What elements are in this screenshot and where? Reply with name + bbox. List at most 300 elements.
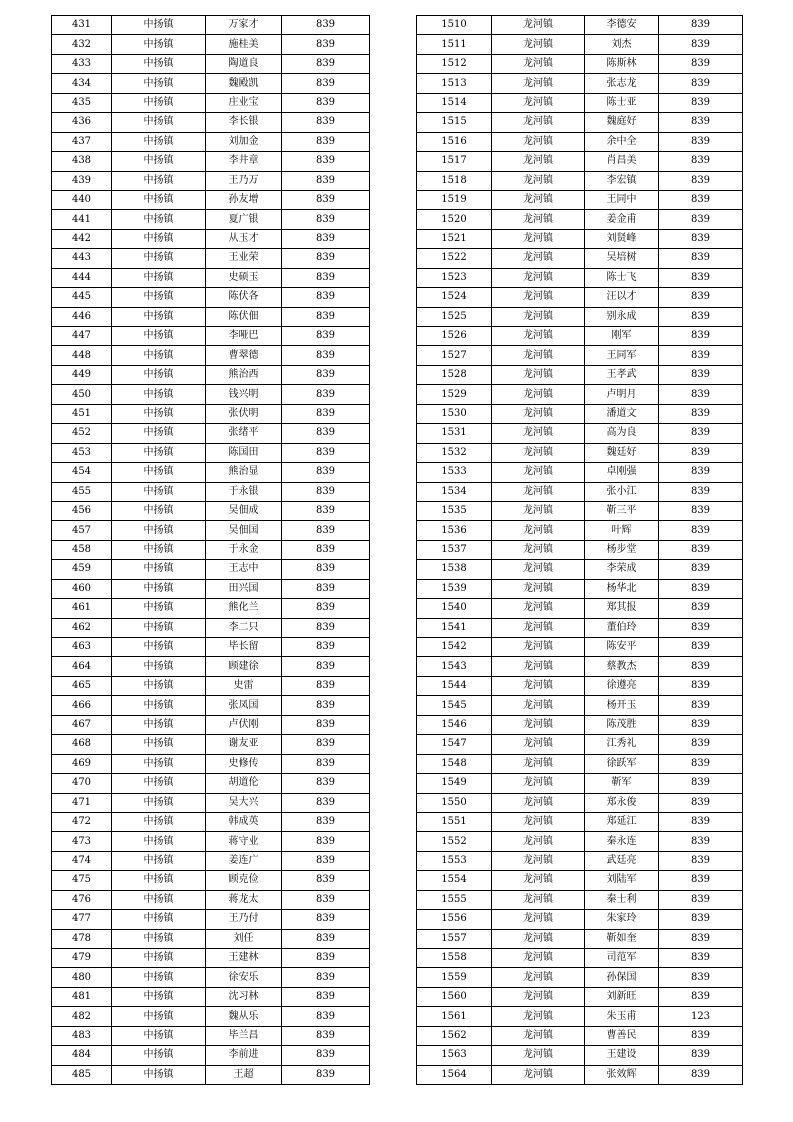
table-row	[417, 346, 743, 365]
row-number-cell: 472	[52, 812, 112, 831]
row-number-cell: 481	[52, 987, 112, 1006]
name-cell: 李井章	[206, 152, 282, 171]
table-row	[417, 949, 743, 968]
row-number-cell: 444	[52, 268, 112, 287]
table-row	[52, 327, 370, 346]
name-cell: 李二只	[206, 618, 282, 637]
amount-cell: 839	[282, 735, 370, 754]
amount-cell: 839	[282, 249, 370, 268]
amount-cell: 839	[659, 152, 743, 171]
town-cell: 龙河镇	[492, 579, 585, 598]
table-row	[52, 560, 370, 579]
amount-cell: 839	[282, 754, 370, 773]
name-cell: 魏殿凯	[206, 74, 282, 93]
amount-cell: 839	[282, 424, 370, 443]
town-cell: 中扬镇	[112, 793, 206, 812]
amount-cell: 839	[282, 696, 370, 715]
amount-cell: 839	[282, 346, 370, 365]
table-row	[417, 385, 743, 404]
amount-cell: 839	[282, 288, 370, 307]
table-row	[417, 268, 743, 287]
row-number-cell: 1557	[417, 929, 492, 948]
amount-cell: 839	[282, 812, 370, 831]
town-cell: 龙河镇	[492, 16, 585, 35]
table-row	[417, 638, 743, 657]
town-cell: 龙河镇	[492, 1026, 585, 1045]
row-number-cell: 484	[52, 1046, 112, 1065]
table-row	[52, 132, 370, 151]
row-number-cell: 464	[52, 657, 112, 676]
town-cell: 龙河镇	[492, 501, 585, 520]
name-cell: 施桂美	[206, 35, 282, 54]
table-row	[417, 190, 743, 209]
table-row	[52, 229, 370, 248]
town-cell: 龙河镇	[492, 929, 585, 948]
table-row	[417, 16, 743, 35]
table-row	[417, 871, 743, 890]
table-row	[417, 93, 743, 112]
table-row	[52, 288, 370, 307]
row-number-cell: 462	[52, 618, 112, 637]
table-row	[52, 638, 370, 657]
amount-cell: 839	[282, 618, 370, 637]
name-cell: 刘杰	[585, 35, 659, 54]
table-row	[52, 482, 370, 501]
town-cell: 中扬镇	[112, 1026, 206, 1045]
amount-cell: 839	[282, 851, 370, 870]
row-number-cell: 445	[52, 288, 112, 307]
town-cell: 中扬镇	[112, 404, 206, 423]
amount-cell: 839	[282, 890, 370, 909]
table-row	[417, 210, 743, 229]
town-cell: 中扬镇	[112, 288, 206, 307]
town-cell: 龙河镇	[492, 735, 585, 754]
amount-cell: 839	[659, 16, 743, 35]
name-cell: 孙保国	[585, 968, 659, 987]
row-number-cell: 1555	[417, 890, 492, 909]
town-cell: 中扬镇	[112, 540, 206, 559]
name-cell: 张志龙	[585, 74, 659, 93]
name-cell: 张小江	[585, 482, 659, 501]
amount-cell: 839	[282, 987, 370, 1006]
table-row	[417, 1026, 743, 1045]
table-row	[52, 599, 370, 618]
row-number-cell: 1511	[417, 35, 492, 54]
table-row	[417, 463, 743, 482]
table-row	[417, 987, 743, 1006]
amount-cell: 839	[659, 501, 743, 520]
row-number-cell: 455	[52, 482, 112, 501]
row-number-cell: 1528	[417, 365, 492, 384]
town-cell: 中扬镇	[112, 385, 206, 404]
name-cell: 陶道良	[206, 54, 282, 73]
row-number-cell: 465	[52, 676, 112, 695]
amount-cell: 839	[659, 540, 743, 559]
row-number-cell: 443	[52, 249, 112, 268]
amount-cell: 839	[659, 1065, 743, 1084]
row-number-cell: 483	[52, 1026, 112, 1045]
row-number-cell: 1560	[417, 987, 492, 1006]
table-row	[417, 404, 743, 423]
name-cell: 叶辉	[585, 521, 659, 540]
name-cell: 卢伏刚	[206, 715, 282, 734]
name-cell: 万家才	[206, 16, 282, 35]
row-number-cell: 1520	[417, 210, 492, 229]
name-cell: 蒋守业	[206, 832, 282, 851]
name-cell: 刚军	[585, 327, 659, 346]
amount-cell: 839	[282, 190, 370, 209]
table-row	[417, 288, 743, 307]
town-cell: 龙河镇	[492, 307, 585, 326]
table-row	[52, 793, 370, 812]
name-cell: 曹善民	[585, 1026, 659, 1045]
name-cell: 郑延江	[585, 812, 659, 831]
table-row	[52, 1007, 370, 1026]
name-cell: 张凤国	[206, 696, 282, 715]
table-row	[52, 249, 370, 268]
name-cell: 董伯玲	[585, 618, 659, 637]
town-cell: 中扬镇	[112, 152, 206, 171]
row-number-cell: 473	[52, 832, 112, 851]
row-number-cell: 1548	[417, 754, 492, 773]
amount-cell: 839	[659, 249, 743, 268]
town-cell: 龙河镇	[492, 1007, 585, 1026]
name-cell: 魏从乐	[206, 1007, 282, 1026]
amount-cell: 839	[659, 1046, 743, 1065]
town-cell: 中扬镇	[112, 987, 206, 1006]
amount-cell: 839	[282, 1046, 370, 1065]
town-cell: 中扬镇	[112, 35, 206, 54]
amount-cell: 839	[282, 327, 370, 346]
table-row	[417, 54, 743, 73]
town-cell: 龙河镇	[492, 365, 585, 384]
row-number-cell: 1538	[417, 560, 492, 579]
table-row	[52, 93, 370, 112]
amount-cell: 839	[659, 832, 743, 851]
amount-cell: 839	[659, 307, 743, 326]
name-cell: 余中全	[585, 132, 659, 151]
row-number-cell: 468	[52, 735, 112, 754]
table-row	[52, 385, 370, 404]
row-number-cell: 1563	[417, 1046, 492, 1065]
town-cell: 中扬镇	[112, 424, 206, 443]
table-row	[52, 190, 370, 209]
name-cell: 汪以才	[585, 288, 659, 307]
row-number-cell: 1543	[417, 657, 492, 676]
name-cell: 刘加金	[206, 132, 282, 151]
table-row	[417, 501, 743, 520]
row-number-cell: 1558	[417, 949, 492, 968]
amount-cell: 839	[659, 657, 743, 676]
table-row	[417, 35, 743, 54]
row-number-cell: 1519	[417, 190, 492, 209]
row-number-cell: 480	[52, 968, 112, 987]
table-row	[52, 579, 370, 598]
amount-cell: 839	[282, 579, 370, 598]
amount-cell: 839	[659, 288, 743, 307]
row-number-cell: 458	[52, 540, 112, 559]
amount-cell: 839	[282, 968, 370, 987]
name-cell: 王建林	[206, 949, 282, 968]
table-row	[52, 463, 370, 482]
row-number-cell: 1554	[417, 871, 492, 890]
name-cell: 王建设	[585, 1046, 659, 1065]
amount-cell: 839	[282, 404, 370, 423]
town-cell: 中扬镇	[112, 599, 206, 618]
table-row	[52, 1065, 370, 1084]
row-number-cell: 1559	[417, 968, 492, 987]
town-cell: 中扬镇	[112, 190, 206, 209]
town-cell: 龙河镇	[492, 190, 585, 209]
name-cell: 吴佃成	[206, 501, 282, 520]
town-cell: 中扬镇	[112, 365, 206, 384]
name-cell: 蒋龙太	[206, 890, 282, 909]
town-cell: 龙河镇	[492, 832, 585, 851]
table-row	[52, 171, 370, 190]
table-row	[417, 424, 743, 443]
table-row	[52, 754, 370, 773]
town-cell: 中扬镇	[112, 113, 206, 132]
table-row	[52, 540, 370, 559]
name-cell: 刘任	[206, 929, 282, 948]
town-cell: 中扬镇	[112, 910, 206, 929]
name-cell: 卢明月	[585, 385, 659, 404]
table-row	[52, 113, 370, 132]
table-row	[417, 229, 743, 248]
town-cell: 中扬镇	[112, 16, 206, 35]
name-cell: 陈士飞	[585, 268, 659, 287]
row-number-cell: 479	[52, 949, 112, 968]
table-row	[52, 1026, 370, 1045]
amount-cell: 839	[282, 560, 370, 579]
name-cell: 杨步堂	[585, 540, 659, 559]
town-cell: 中扬镇	[112, 754, 206, 773]
amount-cell: 839	[659, 676, 743, 695]
table-row	[52, 676, 370, 695]
town-cell: 龙河镇	[492, 638, 585, 657]
amount-cell: 839	[659, 171, 743, 190]
table-row	[417, 812, 743, 831]
row-number-cell: 478	[52, 929, 112, 948]
town-cell: 中扬镇	[112, 851, 206, 870]
row-number-cell: 1514	[417, 93, 492, 112]
row-number-cell: 1545	[417, 696, 492, 715]
town-cell: 中扬镇	[112, 812, 206, 831]
amount-cell: 839	[282, 540, 370, 559]
name-cell: 李前进	[206, 1046, 282, 1065]
row-number-cell: 1564	[417, 1065, 492, 1084]
amount-cell: 839	[282, 35, 370, 54]
row-number-cell: 436	[52, 113, 112, 132]
row-number-cell: 437	[52, 132, 112, 151]
name-cell: 吴大兴	[206, 793, 282, 812]
amount-cell: 839	[282, 385, 370, 404]
amount-cell: 839	[659, 871, 743, 890]
town-cell: 中扬镇	[112, 676, 206, 695]
table-row	[52, 521, 370, 540]
name-cell: 顾建徐	[206, 657, 282, 676]
row-number-cell: 435	[52, 93, 112, 112]
name-cell: 曹翠德	[206, 346, 282, 365]
town-cell: 龙河镇	[492, 346, 585, 365]
row-number-cell: 469	[52, 754, 112, 773]
town-cell: 龙河镇	[492, 404, 585, 423]
name-cell: 徐安乐	[206, 968, 282, 987]
town-cell: 龙河镇	[492, 851, 585, 870]
town-cell: 龙河镇	[492, 93, 585, 112]
town-cell: 龙河镇	[492, 113, 585, 132]
name-cell: 顾克俭	[206, 871, 282, 890]
name-cell: 刘新旺	[585, 987, 659, 1006]
row-number-cell: 1513	[417, 74, 492, 93]
amount-cell: 839	[659, 851, 743, 870]
row-number-cell: 1562	[417, 1026, 492, 1045]
town-cell: 中扬镇	[112, 618, 206, 637]
town-cell: 龙河镇	[492, 249, 585, 268]
row-number-cell: 1539	[417, 579, 492, 598]
town-cell: 中扬镇	[112, 1065, 206, 1084]
amount-cell: 839	[659, 210, 743, 229]
town-cell: 龙河镇	[492, 54, 585, 73]
amount-cell: 839	[282, 268, 370, 287]
row-number-cell: 1527	[417, 346, 492, 365]
name-cell: 靳军	[585, 774, 659, 793]
amount-cell: 839	[659, 132, 743, 151]
amount-cell: 839	[659, 774, 743, 793]
row-number-cell: 460	[52, 579, 112, 598]
town-cell: 龙河镇	[492, 1046, 585, 1065]
amount-cell: 839	[659, 521, 743, 540]
town-cell: 龙河镇	[492, 812, 585, 831]
table-row	[52, 365, 370, 384]
row-number-cell: 452	[52, 424, 112, 443]
town-cell: 中扬镇	[112, 307, 206, 326]
name-cell: 夏广银	[206, 210, 282, 229]
row-number-cell: 450	[52, 385, 112, 404]
name-cell: 李德安	[585, 16, 659, 35]
name-cell: 王孝武	[585, 365, 659, 384]
town-cell: 龙河镇	[492, 229, 585, 248]
town-cell: 龙河镇	[492, 521, 585, 540]
name-cell: 毕兰昌	[206, 1026, 282, 1045]
row-number-cell: 447	[52, 327, 112, 346]
name-cell: 从玉才	[206, 229, 282, 248]
table-row	[417, 327, 743, 346]
table-row	[417, 249, 743, 268]
row-number-cell: 475	[52, 871, 112, 890]
amount-cell: 839	[282, 929, 370, 948]
town-cell: 龙河镇	[492, 560, 585, 579]
amount-cell: 839	[282, 676, 370, 695]
row-number-cell: 1550	[417, 793, 492, 812]
amount-cell: 123	[659, 1007, 743, 1026]
row-number-cell: 485	[52, 1065, 112, 1084]
table-row	[52, 268, 370, 287]
town-cell: 中扬镇	[112, 346, 206, 365]
table-row	[417, 365, 743, 384]
row-number-cell: 451	[52, 404, 112, 423]
amount-cell: 839	[659, 346, 743, 365]
row-number-cell: 1541	[417, 618, 492, 637]
table-row	[52, 1046, 370, 1065]
town-cell: 龙河镇	[492, 890, 585, 909]
row-number-cell: 1522	[417, 249, 492, 268]
row-number-cell: 1516	[417, 132, 492, 151]
name-cell: 武廷亮	[585, 851, 659, 870]
row-number-cell: 454	[52, 463, 112, 482]
table-row	[417, 1046, 743, 1065]
table-row	[52, 890, 370, 909]
row-number-cell: 446	[52, 307, 112, 326]
name-cell: 胡道伦	[206, 774, 282, 793]
amount-cell: 839	[282, 74, 370, 93]
name-cell: 张伏明	[206, 404, 282, 423]
amount-cell: 839	[659, 987, 743, 1006]
town-cell: 龙河镇	[492, 268, 585, 287]
table-row	[52, 910, 370, 929]
table-row	[52, 307, 370, 326]
name-cell: 毕长留	[206, 638, 282, 657]
amount-cell: 839	[659, 910, 743, 929]
name-cell: 孙友增	[206, 190, 282, 209]
amount-cell: 839	[659, 560, 743, 579]
amount-cell: 839	[282, 1007, 370, 1026]
name-cell: 史雷	[206, 676, 282, 695]
row-number-cell: 467	[52, 715, 112, 734]
amount-cell: 839	[282, 210, 370, 229]
town-cell: 龙河镇	[492, 385, 585, 404]
table-row	[417, 890, 743, 909]
amount-cell: 839	[282, 171, 370, 190]
town-cell: 中扬镇	[112, 249, 206, 268]
table-row	[417, 482, 743, 501]
name-cell: 郑永俊	[585, 793, 659, 812]
town-cell: 龙河镇	[492, 793, 585, 812]
name-cell: 王同中	[585, 190, 659, 209]
amount-cell: 839	[282, 54, 370, 73]
row-number-cell: 1532	[417, 443, 492, 462]
amount-cell: 839	[282, 365, 370, 384]
row-number-cell: 1549	[417, 774, 492, 793]
table-row	[417, 540, 743, 559]
name-cell: 卓刚强	[585, 463, 659, 482]
name-cell: 庄业宝	[206, 93, 282, 112]
row-number-cell: 453	[52, 443, 112, 462]
name-cell: 史修传	[206, 754, 282, 773]
amount-cell: 839	[282, 443, 370, 462]
name-cell: 别永成	[585, 307, 659, 326]
name-cell: 司范军	[585, 949, 659, 968]
town-cell: 中扬镇	[112, 501, 206, 520]
table-row	[417, 774, 743, 793]
town-cell: 中扬镇	[112, 1046, 206, 1065]
amount-cell: 839	[282, 657, 370, 676]
amount-cell: 839	[659, 754, 743, 773]
table-row	[417, 521, 743, 540]
town-cell: 龙河镇	[492, 696, 585, 715]
town-cell: 中扬镇	[112, 54, 206, 73]
name-cell: 魏廷好	[585, 443, 659, 462]
name-cell: 靳三平	[585, 501, 659, 520]
amount-cell: 839	[282, 871, 370, 890]
table-row	[52, 74, 370, 93]
town-cell: 龙河镇	[492, 754, 585, 773]
amount-cell: 839	[659, 229, 743, 248]
row-number-cell: 1542	[417, 638, 492, 657]
amount-cell: 839	[659, 190, 743, 209]
town-cell: 中扬镇	[112, 1007, 206, 1026]
town-cell: 龙河镇	[492, 618, 585, 637]
